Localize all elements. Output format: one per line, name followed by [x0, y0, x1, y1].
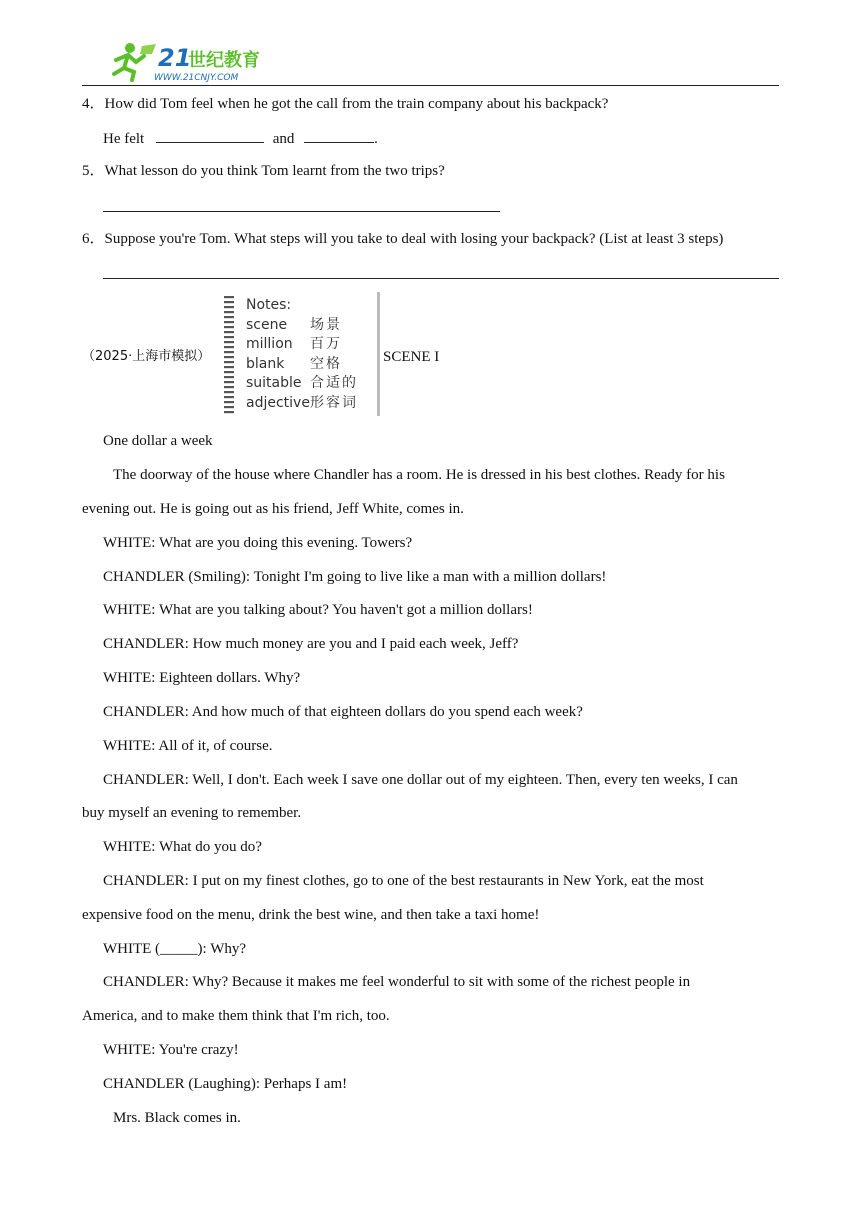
- answer-period: .: [374, 131, 378, 147]
- passage-line: WHITE: What are you talking about? You haven't got a million dollars!: [103, 602, 533, 618]
- passage-line: WHITE: What are you doing this evening. Towers?: [103, 535, 413, 551]
- logo-number: 21: [158, 44, 192, 72]
- passage-line: buy myself an evening to remember.: [82, 805, 302, 821]
- passage-line: expensive food on the menu, drink the best wine, and then take a taxi home!: [82, 907, 540, 923]
- passage-line: Mrs. Black comes in.: [113, 1110, 241, 1126]
- notes-card: [222, 292, 380, 416]
- runner-icon: [114, 43, 156, 80]
- question-text: How did Tom feel when he got the call from the train company about his backpack?: [104, 96, 609, 112]
- note-zh: 合适的: [310, 375, 358, 391]
- note-item: [246, 394, 358, 414]
- logo-cn: 世纪教育: [188, 50, 260, 71]
- note-en: blank: [246, 355, 285, 372]
- question-5: [82, 161, 445, 181]
- answer-line-5[interactable]: [103, 211, 500, 212]
- note-en: million: [246, 336, 293, 352]
- question-number: 4．: [82, 96, 105, 112]
- note-item: [246, 374, 358, 394]
- site-logo: [102, 40, 272, 84]
- passage-line: CHANDLER: How much money are you and I paid each week, Jeff?: [103, 636, 519, 652]
- passage-line: CHANDLER: Why? Because it makes me feel wonderful to sit with some of the richest people in: [103, 974, 691, 990]
- scene-label: SCENE I: [383, 349, 440, 365]
- passage-line: CHANDLER: And how much of that eighteen dollars do you spend each week?: [103, 704, 583, 720]
- passage-line: WHITE: Eighteen dollars. Why?: [103, 670, 301, 686]
- passage-line: CHANDLER (Smiling): Tonight I'm going to live like a man with a million dollars!: [103, 569, 607, 585]
- note-zh: 形容词: [310, 394, 358, 411]
- logo-url: WWW.21CNJY.COM: [154, 73, 239, 83]
- question-6: [82, 229, 723, 249]
- answer-and: and: [272, 131, 295, 147]
- note-item: [246, 316, 358, 336]
- passage-line: CHANDLER (Laughing): Perhaps I am!: [103, 1076, 348, 1092]
- note-item: [246, 335, 358, 355]
- spiral-binding-icon: [222, 292, 236, 416]
- question-text: What lesson do you think Tom learnt from the two trips?: [104, 163, 445, 179]
- note-zh: 百万: [310, 336, 342, 352]
- answer-blank-2[interactable]: [304, 128, 374, 143]
- passage-line: CHANDLER: Well, I don't. Each week I save one dollar out of my eighteen. Then, every ten weeks, I can: [103, 772, 738, 788]
- question-4: [82, 94, 608, 114]
- question-text: Suppose you're Tom. What steps will you take to deal with losing your backpack? (List at least 3 steps): [104, 231, 724, 247]
- passage-line: America, and to make them think that I'm rich, too.: [82, 1008, 390, 1024]
- passage-title: One dollar a week: [103, 433, 213, 449]
- passage-line: WHITE: You're crazy!: [103, 1042, 239, 1058]
- passage-line: WHITE: What do you do?: [103, 839, 262, 855]
- note-en: adjective: [246, 394, 310, 411]
- answer-prefix: He felt: [103, 131, 145, 147]
- answer-blank-1[interactable]: [156, 128, 264, 143]
- note-zh: 场景: [310, 316, 342, 333]
- question-number: 5．: [82, 163, 105, 179]
- passage-line: WHITE: All of it, of course.: [103, 738, 273, 754]
- passage-line-with-blank: WHITE (_____): Why?: [103, 941, 247, 957]
- passage-line: evening out. He is going out as his friend, Jeff White, comes in.: [82, 501, 464, 517]
- question-number: 6．: [82, 231, 105, 247]
- note-zh: 空格: [310, 355, 342, 372]
- note-en: scene: [246, 316, 288, 333]
- passage-line: CHANDLER: I put on my finest clothes, go to one of the best restaurants in New York, eat the most: [103, 873, 704, 889]
- passage-line: The doorway of the house where Chandler has a room. He is dressed in his best clothes. Ready for his: [113, 467, 725, 483]
- note-item: [246, 355, 358, 375]
- notes-title: Notes:: [246, 297, 292, 313]
- card-edge: [377, 292, 380, 416]
- header-divider: [82, 85, 779, 86]
- notes-list: [246, 296, 358, 413]
- note-en: suitable: [246, 375, 302, 391]
- answer-line-6[interactable]: [103, 278, 779, 279]
- answer-4: [103, 128, 378, 149]
- source-label: （2025·上海市模拟）: [82, 349, 211, 364]
